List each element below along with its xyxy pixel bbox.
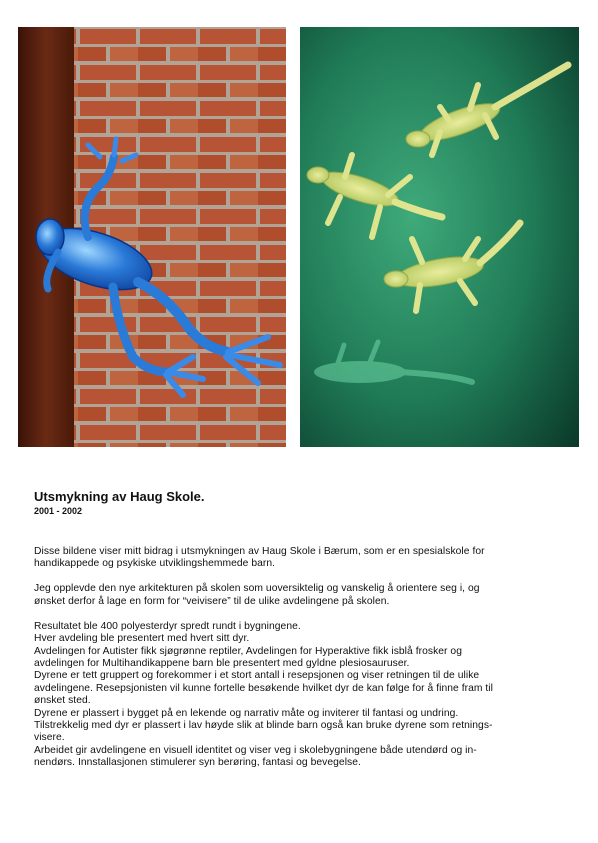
text-line: ønsket derfor å lage en form for “veivisere” til de ulike avdelingene på skolen. (34, 595, 390, 607)
text-line: handikappede og psykiske utviklingshemmede barn. (34, 558, 276, 570)
text-line: visere. (34, 732, 65, 744)
text-line: Tilstrekkelig med dyr er plassert i lav høyde slik at blinde barn også kan bruke dyrene som retnings- (34, 720, 493, 732)
blue-frog-on-brick-wall-photo (18, 27, 286, 447)
text-line: Dyrene er plassert i bygget på en lekende og narrativ måte og inviterer til fantasi og undring. (34, 707, 459, 719)
text-line: Avdelingen for Autister fikk sjøgrønne reptiler, Avdelingen for Hyperaktive fikk isblå frosker og (34, 645, 462, 657)
text-line: ønsket sted. (34, 695, 91, 707)
title-block (34, 490, 205, 517)
text-line: Resultatet ble 400 polyesterdyr spredt rundt i bygningene. (34, 620, 301, 632)
text-line: Hver avdeling ble presentert med hvert sitt dyr. (34, 633, 250, 645)
text-line: avdelingen for Multihandikappene barn ble presentert med gyldne plesiosauruser. (34, 658, 410, 670)
text-line: Arbeidet gir avdelingene en visuell identitet og viser veg i skolebygningene både utendørd og in- (34, 744, 477, 756)
body-text (34, 546, 574, 770)
text-line: avdelingene. Resepsjonisten vil kunne fortelle besøkende hvilket dyr de kan følge for å finne fram til (34, 682, 493, 694)
text-line: Disse bildene viser mitt bidrag i utsmykningen av Haug Skole i Bærum, som er en spesialskole for (34, 546, 485, 557)
page-title: Utsmykning av Haug Skole. (34, 489, 205, 504)
years-label: 2001 - 2002 (34, 506, 83, 516)
text-line: nendørs. Innstallasjonen stimulerer syn berøring, fantasi og bevegelse. (34, 757, 361, 769)
text-line: Dyrene er tett gruppert og forekommer i et stort antall i resepsjonen og viser retningen til de ulike (34, 670, 480, 682)
text-line: Jeg opplevde den nye arkitekturen på skolen som uoversiktelig og vanskelig å orientere seg i, og (34, 583, 480, 595)
green-lizards-on-wall-photo (300, 27, 579, 447)
